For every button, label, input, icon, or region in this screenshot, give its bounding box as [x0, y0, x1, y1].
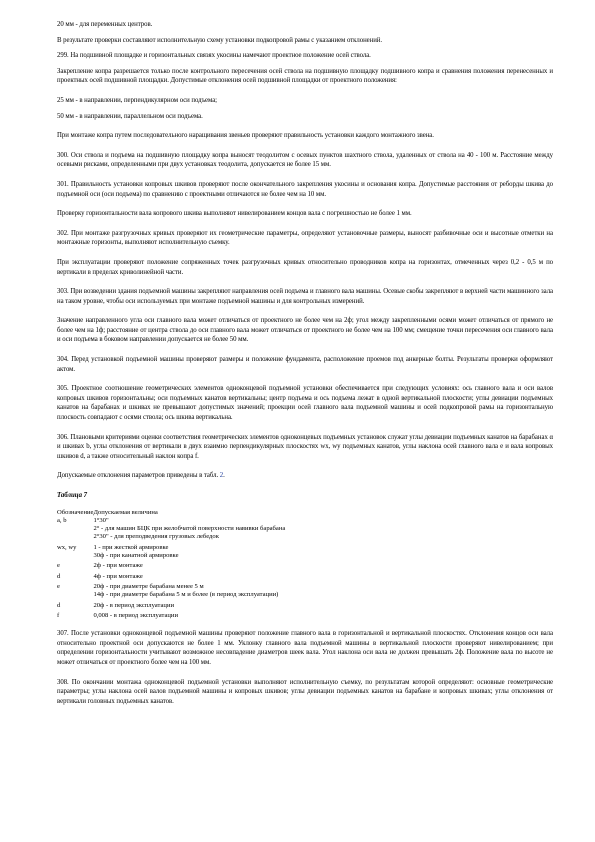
paragraph: В результате проверки составляют исполнительную схему установки подкопровой рамы с указанием отклонений. — [57, 36, 383, 44]
table-cell-symbol — [57, 533, 93, 541]
table-row — [57, 525, 285, 533]
paragraph: Проверку горизонтальности вала копрового шкива выполняют нивелированием концов вала с погрешностью не более 1 мм. — [57, 210, 412, 218]
paragraph: 301. Правильность установки копровых шкивов проверяют после окончательного закрепления укосины и основания копра. Допустимые расстояния от реборды шкива до подъемной оси (оси подъема) по сравнению с проектными отличаются не более чем на 10 мм. — [57, 180, 553, 198]
paragraph-text: Допускаемые отклонения параметров приведены в табл. — [57, 472, 219, 480]
table-cell-symbol: wx, wy — [57, 543, 77, 551]
paragraph: Значение направленного угла оси главного вала может отличаться от проектного не более чем на 2ф; угол между закрепленными осями может отличаться от прямого не более чем на 1ф; расстояние от центра ствола до оси главного вала может отличаться от проектного не более чем на 100 мм; смещение точки пересечения оси главного вала и оси подъема в боковом направлении допускается не более 50 мм. — [57, 317, 553, 344]
table-cell-symbol — [57, 552, 93, 560]
header-symbol: Обозначение — [57, 508, 94, 516]
table-row — [57, 581, 285, 591]
table-cell-value: 2° - для машин БЦК при желобчатой поверхности навивки барабана — [93, 525, 286, 533]
table-header-row — [57, 509, 285, 517]
paragraph: 299. На подшивной площадке и горизонтальных связях укосины намечают проектное положение осей ствола. — [57, 52, 371, 60]
table-row — [57, 533, 285, 541]
table-row — [57, 517, 285, 525]
paragraph: 50 мм - в направлении, параллельном оси подъема. — [57, 112, 203, 120]
table-cell-value: 2ф - при монтаже — [93, 562, 143, 570]
paragraph: 308. По окончании монтажа одноконцевой подъемной установки выполняют исполнительную съемку, по результатам которой определяют: основные геометрические параметры; углы наклона осей валов подъемной машины и копровых шкивов; углы девиации подъемных канатов на барабане и копровых шкивах; углы отклонения от вертикали головных подъемных канатов. — [57, 678, 553, 705]
paragraph-table-reference — [57, 471, 553, 481]
table-cell-value: 2°30" - для преподведения грузовых лебедок — [93, 533, 219, 541]
paragraph: 25 мм - в направлении, перпендикулярном оси подъема; — [57, 96, 218, 104]
paragraph: При монтаже копра путем последовательного наращивания звеньев проверяют правильность установки каждого монтажного звена. — [57, 132, 434, 140]
paragraph: 306. Плановыми критериями оценки соответствия геометрических элементов одноконцевых подъемных установок служат углы девиации подъемных канатов на барабанах α и шкивах b, углы отклонения от вертикали в двух взаимно перпендикулярных плоскостях wx, wy подъемных канатов, углы наклона осей главного вала е и вала копровых шкивов d, а также относительный наклон копра f. — [57, 433, 553, 460]
header-value: Допускаемая величина — [93, 508, 158, 516]
table-cell-value: 0,008 - в период эксплуатации — [93, 611, 178, 619]
table-cell-value: 20ф - при диаметре барабана менее 5 м — [93, 582, 204, 590]
paragraph: 305. Проектное соотношение геометрических элементов одноконцевой подъемной установки обеспечивается при следующих условиях: ось главного вала и оси валов копровых шкивов горизонтальны; оси подъемных канатов вертикальны; центр подъема и ось подъема лежат в одной вертикальной плоскости; углы девиации подъемных канатов на барабанах и шкивах не превышают допустимых значений; проекции осей главного вала подъемной машины и осей подкопровой рамы на горизонтальную плоскость совпадают с осями ствола; ось шкива вертикальна. — [57, 385, 553, 422]
table-row — [57, 571, 285, 581]
table-cell-symbol: d — [57, 572, 61, 580]
paragraph: 303. При возведении здания подъемной машины закрепляют направления осей подъема и главного вала машины. Осевые скобы закрепляют в верхней части машинного зала на таком уровне, чтобы оси используемых при монтаже подъемной машины и для контрольных измерений. — [57, 288, 553, 305]
paragraph: 300. Оси ствола и подъема на подшивную площадку копра выносят теодолитом с осевых пунктов шахтного ствола, удаленных от ствола на 40 - 100 м. Расстояние между осевыми рисками, определенными при двух установках теодолита, допускается не более 15 мм. — [57, 151, 553, 169]
table-row — [57, 560, 285, 570]
table-cell-symbol: f — [57, 611, 60, 619]
table-cell-value: 14ф - при диаметре барабана 5 м и более (в период эксплуатации) — [93, 591, 279, 599]
table-cell-symbol: a, b — [57, 516, 67, 524]
table-cell-symbol: d — [57, 601, 61, 609]
paragraph: 304. Перед установкой подъемной машины проверяют размеры и положение фундамента, расположение проемов под анкерные болты. Результаты проверки оформляют актом. — [57, 356, 553, 373]
table-cell-symbol — [57, 591, 93, 599]
table-cell-symbol: e — [57, 582, 60, 590]
paragraph-text-end: . — [223, 472, 225, 480]
table-cell-value: 1°30" — [93, 516, 109, 524]
paragraph: При эксплуатации проверяют положение сопряженных точек разгрузочных кривых относительно проводников копра на горизонтах, отмеченных через 0,2 - 0,5 м по вертикали в пределах криволинейной части. — [57, 258, 553, 276]
table-row — [57, 600, 285, 610]
table-row — [57, 552, 285, 560]
table-cell-value: 4ф - при монтаже — [93, 572, 143, 580]
paragraph: Закрепление копра разрешается только после контрольного пересечения осей ствола на подшивную площадку подшивного копра и сравнения положения перенесенных и проектных осей подшивной площадки. Допустимые отклонения осей подшивной площадки от проектного положения: — [57, 67, 553, 85]
table-cell-symbol — [57, 525, 93, 533]
table-cell-value: 1 - при жесткой армировке — [93, 543, 169, 551]
table-row — [57, 542, 285, 552]
paragraph: 20 мм - для переменных центров. — [57, 21, 153, 28]
table-cell-value: 30ф - при канатной армировке — [93, 552, 179, 560]
table-row — [57, 610, 285, 620]
table-cell-symbol: e — [57, 562, 60, 570]
tolerance-table — [57, 509, 285, 621]
table-row — [57, 591, 285, 599]
table-cell-value: 20ф - в период эксплуатации — [93, 601, 175, 609]
paragraph: 302. При монтаже разгрузочных кривых проверяют их геометрические параметры, определяют установочные размеры, выносят разбивочные оси и высотные отметки на монтажные горизонты, выполняют исполнительную съемку. — [57, 229, 553, 247]
document-page — [57, 20, 553, 716]
table-caption: Таблица 7 — [57, 492, 88, 499]
table-link[interactable]: 2 — [219, 472, 224, 480]
paragraph: 307. После установки одноконцевой подъемной машины проверяют положение главного вала в горизонтальной и вертикальной плоскостях. Отклонения концов оси вала относительно проектной оси допускаются не более 1 мм. Уклонку главного вала подъемной машины в вертикальной плоскости проверяют нивелированием; при определении горизонтальности учитывают возможное несовпадение диаметров шеек вала. Угол наклона оси вала не должен превышать 2ф. Положение вала по высоте не может отличаться от проектного более чем на 100 мм. — [57, 630, 553, 666]
